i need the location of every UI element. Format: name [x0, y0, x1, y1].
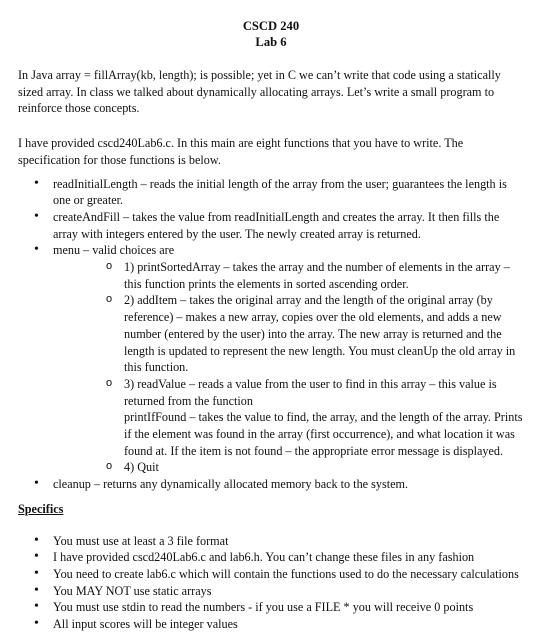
print-if-found-text: printIfFound – takes the value to find, the array, and the length of the array. Prints if the element was found in the array (first occurrence), and what location it was found at. If the item is not found – the appropriate error message is displayed. — [124, 410, 523, 458]
list-item: • I have provided cscd240Lab6.c and lab6.h. You can’t change these files in any fashion — [18, 549, 524, 566]
lab-title: Lab 6 — [255, 35, 287, 49]
list-item: • You must use stdin to read the numbers - if you use a FILE * you will receive 0 points — [18, 599, 524, 616]
list-item-menu — [18, 242, 524, 476]
menu-label: menu – valid choices are — [53, 243, 175, 258]
menu-choice-read-value — [53, 376, 524, 460]
menu-choices — [53, 259, 524, 476]
function-list — [18, 176, 524, 493]
specifics-list — [18, 533, 524, 633]
provided-file-paragraph: I have provided cscd240Lab6.c. In this main are eight functions that you have to write. The specification for those functions is below. — [18, 136, 464, 167]
list-item-cleanup: • cleanup – returns any dynamically allocated memory back to the system. — [18, 476, 524, 493]
list-item: • You MAY NOT use static arrays — [18, 583, 524, 600]
read-value-text: o 3) readValue – reads a value from the user to find in this array – this value is returned from the function — [124, 376, 497, 408]
list-item-read-initial-length: • readInitialLength – reads the initial length of the array from the user; guarantees the length is one or greater. — [18, 176, 524, 209]
menu-choice-quit: o 4) Quit — [53, 459, 524, 476]
list-item: • You need to create lab6.c which will contain the functions used to do the necessary calculations — [18, 566, 524, 583]
menu-choice-add-item: o 2) addItem – takes the original array and the length of the original array (by reference) – makes a new array, copies over the old elements, and adds a new number (entered by the user) into the array. The new array is returned and the length is updated to represent the new length. You must cleanUp the old array in this function. — [53, 292, 524, 376]
intro-paragraph: In Java array = fillArray(kb, length); is possible; yet in C we can’t write that code using a statically sized array. In class we talked about dynamically allocating arrays. Let’s write a small program to reinforce those concepts. — [18, 68, 501, 116]
course-title: CSCD 240 — [242, 19, 300, 33]
specifics-heading: Specifics — [18, 501, 64, 516]
menu-choice-print-sorted: o 1) printSortedArray – takes the array and the number of elements in the array – this function prints the elements in sorted ascending order. — [53, 259, 524, 292]
list-item: • You must use at least a 3 file format — [18, 533, 524, 550]
list-item: • All input scores will be integer values — [18, 616, 524, 633]
list-item-create-and-fill: • createAndFill – takes the value from readInitialLength and creates the array. It then fills the array with integers entered by the user. The newly created array is returned. — [18, 209, 524, 242]
